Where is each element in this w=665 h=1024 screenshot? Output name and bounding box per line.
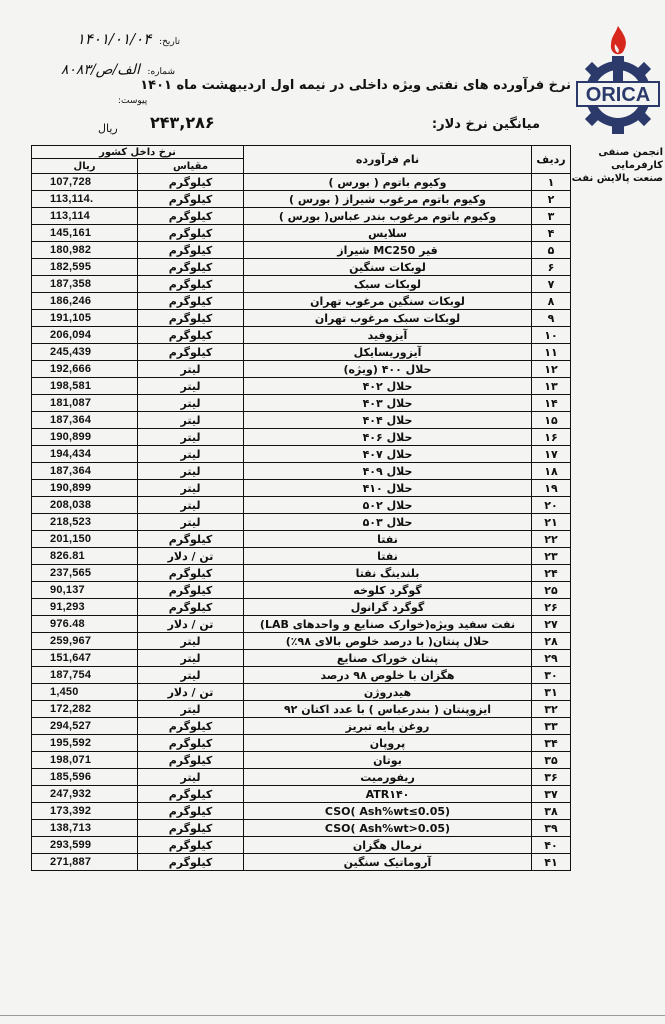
row-number: ۱۲ — [532, 361, 571, 378]
product-name: وکیوم باتوم مرغوب شیراز ( بورس ) — [244, 191, 532, 208]
price-cell: 151,647 — [32, 650, 138, 667]
row-number: ۳۹ — [532, 820, 571, 837]
table-row — [32, 599, 571, 616]
table-row — [32, 463, 571, 480]
number-label: شماره: — [147, 67, 175, 77]
price-cell: 182,595 — [32, 259, 138, 276]
row-number: ۱۵ — [532, 412, 571, 429]
product-name: حلال ۴۱۰ — [244, 480, 532, 497]
price-cell: 113,114 — [32, 208, 138, 225]
row-number: ۲۱ — [532, 514, 571, 531]
table-row — [32, 293, 571, 310]
unit-cell: لیتر — [138, 429, 244, 446]
row-number: ۳۱ — [532, 684, 571, 701]
unit-cell: کیلوگرم — [138, 718, 244, 735]
unit-cell: لیتر — [138, 361, 244, 378]
table-row — [32, 242, 571, 259]
product-name: ریفورمیت — [244, 769, 532, 786]
unit-cell: لیتر — [138, 514, 244, 531]
unit-cell: کیلوگرم — [138, 327, 244, 344]
product-name: پروپان — [244, 735, 532, 752]
unit-cell: کیلوگرم — [138, 820, 244, 837]
product-name: گوگرد کلوخه — [244, 582, 532, 599]
unit-cell: کیلوگرم — [138, 191, 244, 208]
unit-cell: لیتر — [138, 650, 244, 667]
table-row — [32, 174, 571, 191]
table-row — [32, 378, 571, 395]
unit-cell: کیلوگرم — [138, 293, 244, 310]
product-name: آیزوریسایکل — [244, 344, 532, 361]
product-name: هگزان با خلوص ۹۸ درصد — [244, 667, 532, 684]
row-number: ۳۲ — [532, 701, 571, 718]
table-row — [32, 837, 571, 854]
row-number: ۳۶ — [532, 769, 571, 786]
table-row — [32, 650, 571, 667]
price-cell: 293,599 — [32, 837, 138, 854]
row-number: ۳۷ — [532, 786, 571, 803]
avg-dollar-value: ۲۴۳,۲۸۶ — [150, 113, 215, 132]
product-rates-table — [31, 145, 571, 871]
table-row — [32, 531, 571, 548]
price-cell: 206,094 — [32, 327, 138, 344]
unit-cell: لیتر — [138, 412, 244, 429]
unit-cell: لیتر — [138, 463, 244, 480]
product-name: آروماتیک سنگین — [244, 854, 532, 871]
unit-cell: لیتر — [138, 395, 244, 412]
product-name: نفتا — [244, 548, 532, 565]
row-number: ۲۰ — [532, 497, 571, 514]
table-row — [32, 752, 571, 769]
unit-cell: کیلوگرم — [138, 837, 244, 854]
price-cell: 826.81 — [32, 548, 138, 565]
product-name: نفتا — [244, 531, 532, 548]
unit-cell: تن / دلار — [138, 616, 244, 633]
col-header-domestic-rate: نرخ داخل کشور — [32, 146, 244, 159]
table-row — [32, 361, 571, 378]
table-row — [32, 412, 571, 429]
price-cell: 190,899 — [32, 480, 138, 497]
row-number: ۳۸ — [532, 803, 571, 820]
price-cell: 237,565 — [32, 565, 138, 582]
row-number: ۴۱ — [532, 854, 571, 871]
product-name: سلایس — [244, 225, 532, 242]
company-name-line1: انجمن صنفی کارفرمایی — [598, 147, 663, 171]
price-cell: 198,581 — [32, 378, 138, 395]
table-row — [32, 446, 571, 463]
row-number: ۲۵ — [532, 582, 571, 599]
table-row — [32, 582, 571, 599]
table-row — [32, 803, 571, 820]
row-number: ۳۰ — [532, 667, 571, 684]
price-cell: 194,434 — [32, 446, 138, 463]
avg-dollar-label: میانگین نرخ دلار: — [431, 117, 540, 132]
product-name: نفت سفید ویژه(خوارک صنایع و واحدهای LAB) — [244, 616, 532, 633]
col-header-unit: مقیاس — [138, 159, 244, 174]
product-name: (Ash%wt≤0.05 )CSO — [244, 803, 532, 820]
unit-cell: کیلوگرم — [138, 803, 244, 820]
col-header-price: ریال — [32, 159, 138, 174]
row-number: ۵ — [532, 242, 571, 259]
price-cell: 190,899 — [32, 429, 138, 446]
row-number: ۲۹ — [532, 650, 571, 667]
row-number: ۱۹ — [532, 480, 571, 497]
unit-cell: کیلوگرم — [138, 565, 244, 582]
unit-cell: لیتر — [138, 701, 244, 718]
price-cell: 1,450 — [32, 684, 138, 701]
price-cell: 198,071 — [32, 752, 138, 769]
price-cell: 247,932 — [32, 786, 138, 803]
table-row — [32, 684, 571, 701]
logo-text: ORICA — [585, 84, 651, 106]
price-cell: 107,728 — [32, 174, 138, 191]
orica-logo — [573, 26, 663, 141]
table-row — [32, 310, 571, 327]
price-cell: 187,364 — [32, 412, 138, 429]
unit-cell: لیتر — [138, 769, 244, 786]
company-name — [571, 146, 663, 185]
row-number: ۴ — [532, 225, 571, 242]
price-cell: 259,967 — [32, 633, 138, 650]
page-bottom-line — [0, 1015, 665, 1016]
row-number: ۳ — [532, 208, 571, 225]
unit-cell: کیلوگرم — [138, 242, 244, 259]
price-cell: 113,114. — [32, 191, 138, 208]
company-name-line2: صنعت پالایش نفت — [571, 173, 663, 184]
product-name: حلال ۴۰۴ — [244, 412, 532, 429]
table-row — [32, 667, 571, 684]
row-number: ۲۳ — [532, 548, 571, 565]
product-name: ایزوپنتان ( بندرعباس ) با عدد اکتان ۹۲ — [244, 701, 532, 718]
table-row — [32, 191, 571, 208]
row-number: ۲۸ — [532, 633, 571, 650]
table-row — [32, 820, 571, 837]
date-label: تاریخ: — [159, 37, 180, 47]
letter-number — [0, 62, 175, 78]
unit-cell: لیتر — [138, 480, 244, 497]
table-row — [32, 718, 571, 735]
row-number: ۲۴ — [532, 565, 571, 582]
table-row — [32, 327, 571, 344]
row-number: ۹ — [532, 310, 571, 327]
row-number: ۳۳ — [532, 718, 571, 735]
row-number: ۱ — [532, 174, 571, 191]
price-cell: 172,282 — [32, 701, 138, 718]
price-cell: 187,358 — [32, 276, 138, 293]
unit-cell: کیلوگرم — [138, 225, 244, 242]
unit-cell: لیتر — [138, 497, 244, 514]
price-cell: 976.48 — [32, 616, 138, 633]
row-number: ۱۳ — [532, 378, 571, 395]
price-cell: 271,887 — [32, 854, 138, 871]
unit-cell: کیلوگرم — [138, 259, 244, 276]
unit-cell: کیلوگرم — [138, 174, 244, 191]
product-name: بلندینگ نفتا — [244, 565, 532, 582]
unit-cell: کیلوگرم — [138, 276, 244, 293]
row-number: ۱۸ — [532, 463, 571, 480]
unit-cell: لیتر — [138, 446, 244, 463]
col-header-row: ردیف — [532, 146, 571, 174]
unit-cell: کیلوگرم — [138, 344, 244, 361]
product-name: لوبکات سبک — [244, 276, 532, 293]
row-number: ۳۵ — [532, 752, 571, 769]
row-number: ۸ — [532, 293, 571, 310]
date-value: ۱۴۰۱/۰۱/۰۴ — [76, 30, 152, 48]
row-number: ۷ — [532, 276, 571, 293]
row-number: ۲ — [532, 191, 571, 208]
table-row — [32, 854, 571, 871]
product-name: بوتان — [244, 752, 532, 769]
row-number: ۱۱ — [532, 344, 571, 361]
unit-cell: کیلوگرم — [138, 854, 244, 871]
price-cell: 138,713 — [32, 820, 138, 837]
unit-cell: تن / دلار — [138, 684, 244, 701]
unit-cell: کیلوگرم — [138, 531, 244, 548]
table-row — [32, 429, 571, 446]
product-name: وکیوم باتوم مرغوب بندر عباس( بورس ) — [244, 208, 532, 225]
price-cell: 186,246 — [32, 293, 138, 310]
row-number: ۲۲ — [532, 531, 571, 548]
table-row — [32, 276, 571, 293]
unit-cell: کیلوگرم — [138, 310, 244, 327]
row-number: ۱۴ — [532, 395, 571, 412]
row-number: ۱۶ — [532, 429, 571, 446]
product-name: هیدروژن — [244, 684, 532, 701]
product-name: لوبکات سنگین مرغوب تهران — [244, 293, 532, 310]
price-cell: 201,150 — [32, 531, 138, 548]
unit-cell: کیلوگرم — [138, 735, 244, 752]
table-row — [32, 395, 571, 412]
document-title: نرخ فرآورده های نفتی ویژه داخلی در نیمه اول اردیبهشت ماه ۱۴۰۱ — [140, 78, 571, 93]
price-cell: 180,982 — [32, 242, 138, 259]
product-name: گوگرد گرانول — [244, 599, 532, 616]
table-row — [32, 259, 571, 276]
product-name: (Ash%wt>0.05 )CSO — [244, 820, 532, 837]
product-name: حلال ۴۰۰ (ویژه) — [244, 361, 532, 378]
product-name: حلال ۴۰۹ — [244, 463, 532, 480]
price-cell: 90,137 — [32, 582, 138, 599]
row-number: ۱۰ — [532, 327, 571, 344]
product-name: نرمال هگزان — [244, 837, 532, 854]
product-name: روغن پایه تبریز — [244, 718, 532, 735]
price-cell: 185,596 — [32, 769, 138, 786]
product-name: لوبکات سبک مرغوب تهران — [244, 310, 532, 327]
col-header-product: نام فرآورده — [244, 146, 532, 174]
number-value: الف/ص/۸۰۸۳ — [60, 62, 140, 78]
unit-cell: لیتر — [138, 667, 244, 684]
row-number: ۲۶ — [532, 599, 571, 616]
unit-cell: کیلوگرم — [138, 786, 244, 803]
product-name: حلال ۴۰۷ — [244, 446, 532, 463]
table-row — [32, 497, 571, 514]
unit-cell: کیلوگرم — [138, 582, 244, 599]
row-number: ۶ — [532, 259, 571, 276]
product-name: وکیوم باتوم ( بورس ) — [244, 174, 532, 191]
table-row — [32, 616, 571, 633]
product-name: حلال ۵۰۲ — [244, 497, 532, 514]
table-row — [32, 701, 571, 718]
table-row — [32, 344, 571, 361]
price-cell: 181,087 — [32, 395, 138, 412]
table-row — [32, 208, 571, 225]
unit-cell: لیتر — [138, 633, 244, 650]
price-cell: 173,392 — [32, 803, 138, 820]
row-number: ۱۷ — [532, 446, 571, 463]
product-name: حلال ۵۰۳ — [244, 514, 532, 531]
table-row — [32, 480, 571, 497]
table-row — [32, 225, 571, 242]
price-cell: 187,364 — [32, 463, 138, 480]
row-number: ۴۰ — [532, 837, 571, 854]
table-row — [32, 735, 571, 752]
price-cell: 145,161 — [32, 225, 138, 242]
table-row — [32, 565, 571, 582]
product-name: حلال ۴۰۲ — [244, 378, 532, 395]
product-name: قیر MC250 شیراز — [244, 242, 532, 259]
price-cell: 195,592 — [32, 735, 138, 752]
product-name: پنتان خوراک صنایع — [244, 650, 532, 667]
price-cell: 192,666 — [32, 361, 138, 378]
price-cell: 191,105 — [32, 310, 138, 327]
row-number: ۳۴ — [532, 735, 571, 752]
product-name: ATR۱۴۰ — [244, 786, 532, 803]
table-row — [32, 633, 571, 650]
product-name: لوبکات سنگین — [244, 259, 532, 276]
price-cell: 218,523 — [32, 514, 138, 531]
table-row — [32, 769, 571, 786]
unit-cell: تن / دلار — [138, 548, 244, 565]
unit-cell: کیلوگرم — [138, 752, 244, 769]
product-name: حلال ۴۰۳ — [244, 395, 532, 412]
table-row — [32, 786, 571, 803]
product-name: حلال ۴۰۶ — [244, 429, 532, 446]
avg-dollar-unit: ریال — [98, 122, 118, 135]
row-number: ۲۷ — [532, 616, 571, 633]
price-cell: 294,527 — [32, 718, 138, 735]
price-cell: 91,293 — [32, 599, 138, 616]
unit-cell: لیتر — [138, 378, 244, 395]
table-row — [32, 548, 571, 565]
unit-cell: کیلوگرم — [138, 599, 244, 616]
letter-date — [0, 30, 180, 48]
product-name: آیزوفید — [244, 327, 532, 344]
unit-cell: کیلوگرم — [138, 208, 244, 225]
price-cell: 208,038 — [32, 497, 138, 514]
price-cell: 187,754 — [32, 667, 138, 684]
product-name: حلال پنتان( با درصد خلوص بالای ۹۸٪) — [244, 633, 532, 650]
attachment-label: پیوست: — [118, 96, 148, 106]
table-row — [32, 514, 571, 531]
price-cell: 245,439 — [32, 344, 138, 361]
